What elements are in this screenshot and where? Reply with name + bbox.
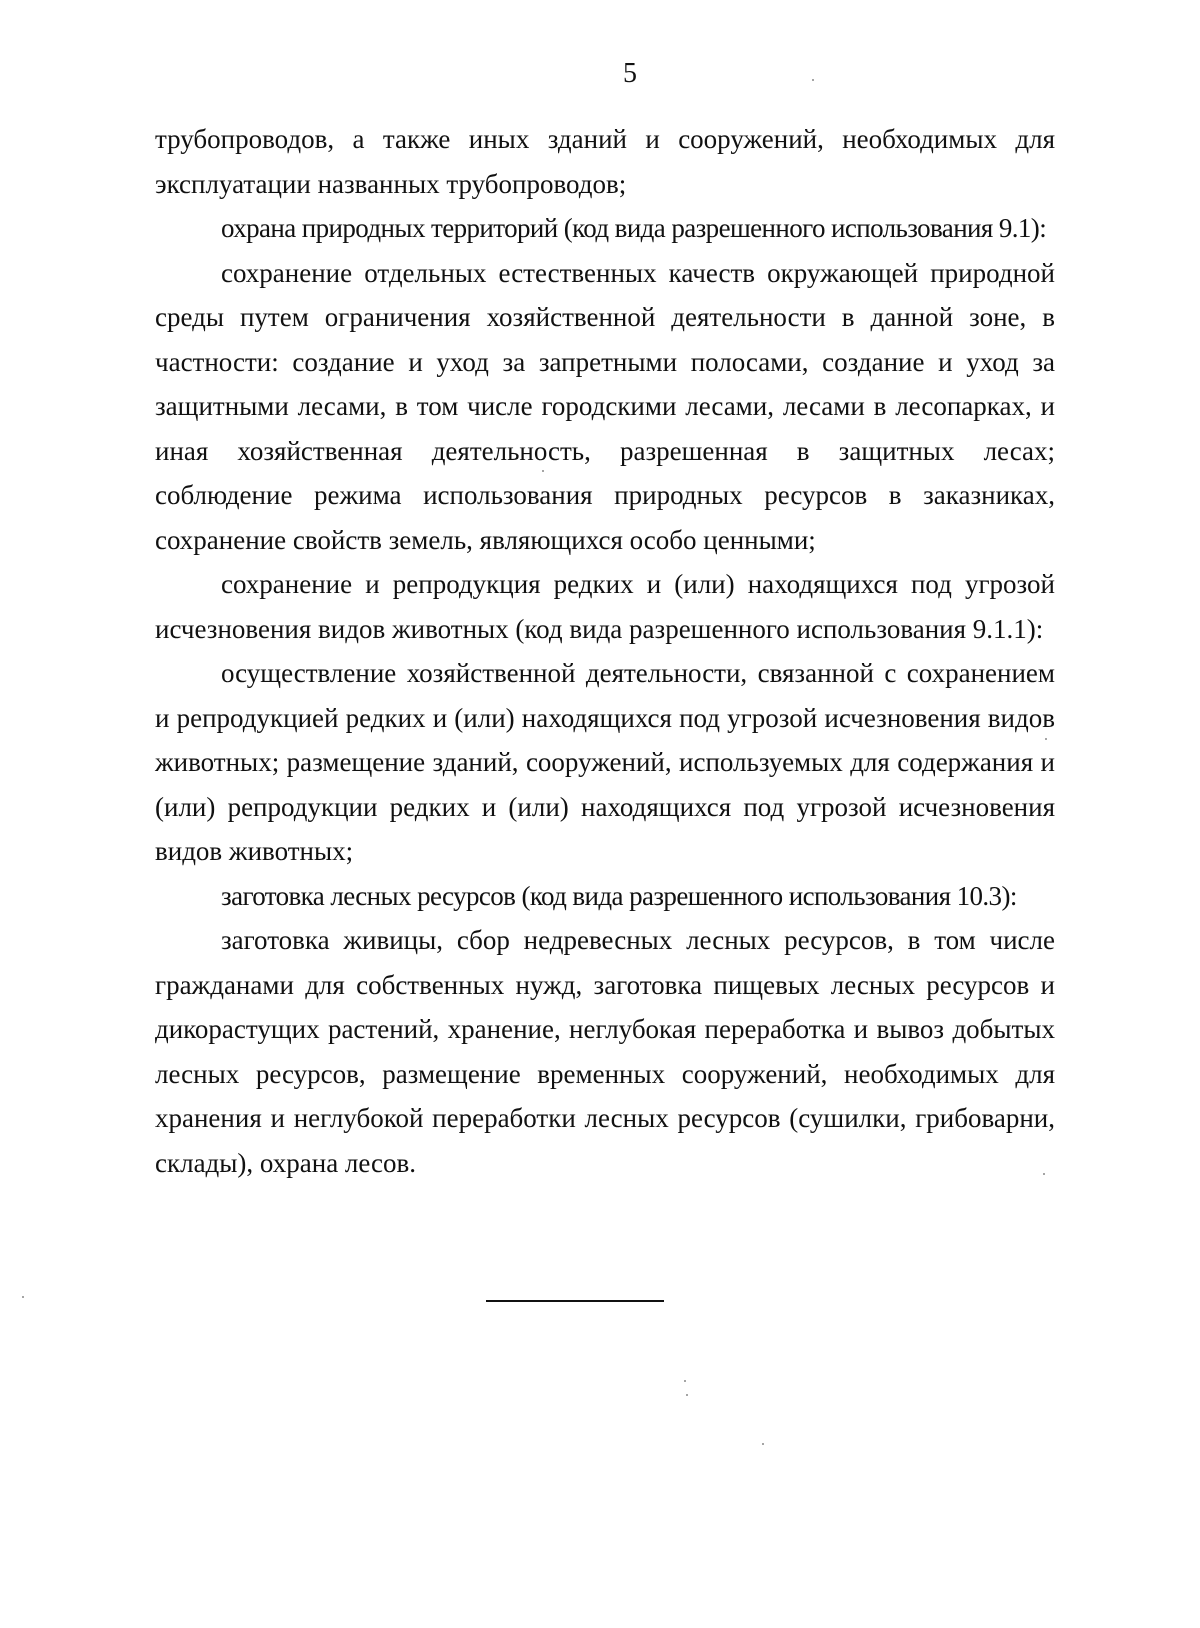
paragraph-continuation: трубопроводов, а также иных зданий и сооружений, необходимых для эксплуатации названных трубопроводов; [155, 124, 1055, 199]
scan-speck [686, 1394, 688, 1396]
scan-speck [812, 79, 814, 81]
paragraph-land-use-10-3-description: заготовка живицы, сбор недревесных лесных ресурсов, в том числе гражданами для собственных нужд, заготовка пищевых лесных ресурсов и дикорастущих растений, хранение, неглубокая переработка и вывоз добытых лесных ресурсов, размещение временных сооружений, необходимых для хранения и неглубокой переработки лесных ресурсов (сушилки, грибоварни, склады), охрана лесов. [155, 925, 1055, 1178]
paragraph-land-use-9-1: охрана природных территорий (код вида разрешенного использования 9.1): [221, 213, 1047, 243]
paragraph-land-use-9-1-description: сохранение отдельных естественных качеств окружающей природной среды путем ограничения хозяйственной деятельности в данной зоне, в частности: создание и уход за запретными полосами, создание и уход за защитными лесами, в том числе городскими лесами, лесами в лесопарках, и иная хозяйственная деятельность, разрешенная в защитных лесах; соблюдение режима использования природных ресурсов в заказниках, сохранение свойств земель, являющихся особо ценными; [155, 257, 1055, 555]
scan-speck [542, 470, 544, 472]
paragraph-land-use-10-3: заготовка лесных ресурсов (код вида разрешенного использования 10.3): [221, 880, 1017, 911]
page-number: 5 [623, 58, 637, 89]
scan-speck [1043, 1173, 1045, 1175]
scan-speck [762, 1443, 764, 1445]
scan-speck [684, 1380, 686, 1382]
scan-speck [22, 1296, 24, 1298]
paragraph-land-use-9-1-1: сохранение и репродукция редких и (или) находящихся под угрозой исчезновения видов животных (код вида разрешенного использования 9.1.1): [155, 569, 1055, 644]
paragraph-land-use-9-1-1-description: осуществление хозяйственной деятельности, связанной с сохранением и репродукцией редких и (или) находящихся под угрозой исчезновения видов животных; размещение зданий, сооружений, используемых для содержания и (или) репродукции редких и (или) находящихся под угрозой исчезновения видов животных; [155, 658, 1055, 866]
document-body [155, 117, 1055, 1185]
closing-separator-line [486, 1300, 664, 1302]
scan-speck [1045, 738, 1047, 740]
